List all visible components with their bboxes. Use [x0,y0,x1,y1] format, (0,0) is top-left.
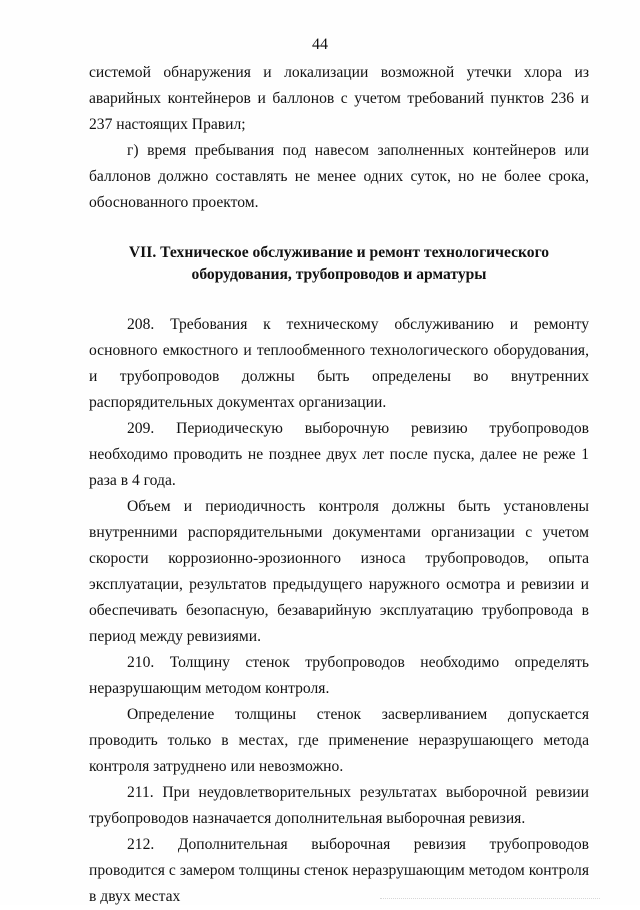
paragraph-211: 211. При неудовлетворительных результатах выборочной ревизии трубопроводов назначается дополнительная выборочная ревизия. [89,784,589,827]
section-heading-line-1: VII. Техническое обслуживание и ремонт технологического [128,244,550,261]
page-number: 44 [312,36,328,53]
section-heading [89,242,589,286]
paragraph-continuation: системой обнаружения и локализации возможной утечки хлора из аварийных контейнеров и баллонов с учетом требований пунктов 236 и 237 настоящих Правил; [89,64,589,133]
paragraph-210: 210. Толщину стенок трубопроводов необходимо определять неразрушающим методом контроля. [89,654,589,697]
paragraph-item-g: г) время пребывания под навесом заполненных контейнеров или баллонов должно составлять не менее одних суток, но не более срока, обоснованного проектом. [89,142,589,211]
paragraph-212: 212. Дополнительная выборочная ревизия трубопроводов проводится с замером толщины стенок неразрушающим методом контроля в двух местах [89,836,589,905]
paragraph-209: 209. Периодическую выборочную ревизию трубопроводов необходимо проводить не позднее двух лет после пуска, далее не реже 1 раза в 4 года. [89,420,589,489]
paragraph-208: 208. Требования к техническому обслуживанию и ремонту основного емкостного и теплообменного технологического оборудования, и трубопроводов должны быть определены во внутренних распорядительных документах организации. [89,316,589,411]
section-heading-line-2: оборудования, трубопроводов и арматуры [191,266,487,283]
scan-artifact [380,898,600,901]
paragraph-209-detail: Объем и периодичность контроля должны быть установлены внутренними распорядительными документами организации с учетом скорости коррозионно-эрозионного износа трубопроводов, опыта эксплуатации, результатов предыдущего наружного осмотра и ревизии и обеспечивать безопасную, безаварийную эксплуатацию трубопровода в период между ревизиями. [89,498,589,645]
page-content [89,60,589,910]
paragraph-210-detail: Определение толщины стенок засверливанием допускается проводить только в местах, где применение неразрушающего метода контроля затруднено или невозможно. [89,706,589,775]
